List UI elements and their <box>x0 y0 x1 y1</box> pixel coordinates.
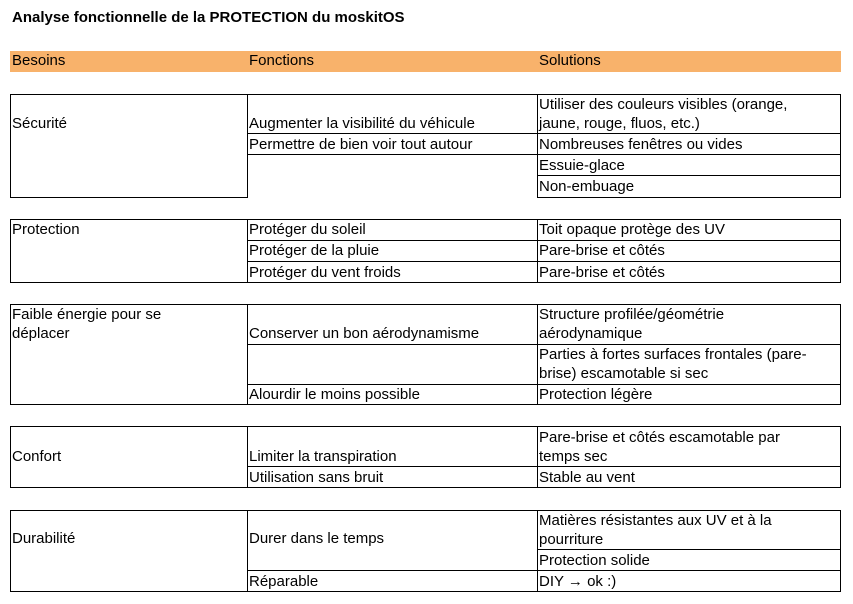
table-header <box>10 51 841 72</box>
besoin-label: Sécurité <box>12 115 68 132</box>
fonction-label: Utilisation sans bruit <box>249 469 384 486</box>
fonction-label: Réparable <box>249 573 319 590</box>
solution-line: Pare-brise et côtés escamotable par <box>539 429 780 446</box>
solution-line: aérodynamique <box>539 325 643 342</box>
solution-line: Pare-brise et côtés <box>539 264 665 281</box>
solution-line: Non-embuage <box>539 178 635 195</box>
solution-line: pourriture <box>539 531 604 548</box>
solution-line: Protection légère <box>539 386 653 403</box>
besoin-label: déplacer <box>12 325 70 342</box>
solution-line: Toit opaque protège des UV <box>539 221 725 238</box>
page-title: Analyse fonctionnelle de la PROTECTION du moskitOS <box>12 9 405 26</box>
solution-line: Nombreuses fenêtres ou vides <box>539 136 743 153</box>
besoin-label: Protection <box>12 221 80 238</box>
fonction-label: Protéger de la pluie <box>249 242 380 259</box>
solution-line: temps sec <box>539 448 608 465</box>
solution-line: Stable au vent <box>539 469 635 486</box>
solution-line: Utiliser des couleurs visibles (orange, <box>539 96 788 113</box>
solution-line: DIY → ok :) <box>539 573 617 590</box>
fonction-label: Protéger du soleil <box>249 221 366 238</box>
solution-line: brise) escamotable si sec <box>539 365 709 382</box>
besoin-label: Durabilité <box>12 530 76 547</box>
fonction-label: Limiter la transpiration <box>249 448 397 465</box>
fonction-label: Permettre de bien voir tout autour <box>249 136 473 153</box>
solution-line: Protection solide <box>539 552 650 569</box>
besoin-cell <box>10 94 248 198</box>
besoin-cell <box>10 510 248 592</box>
fonction-label: Protéger du vent froids <box>249 264 401 281</box>
solution-line: Parties à fortes surfaces frontales (pare- <box>539 346 807 363</box>
besoin-label: Confort <box>12 448 62 465</box>
fonction-label: Alourdir le moins possible <box>249 386 420 403</box>
solution-line: Pare-brise et côtés <box>539 242 665 259</box>
fonction-label: Conserver un bon aérodynamisme <box>249 325 480 342</box>
header-solutions: Solutions <box>539 52 601 69</box>
header-fonctions: Fonctions <box>249 52 315 69</box>
solution-line: Essuie-glace <box>539 157 625 174</box>
besoin-label: Faible énergie pour se <box>12 306 162 323</box>
header-besoins: Besoins <box>12 52 66 69</box>
fonction-label: Durer dans le temps <box>249 530 385 547</box>
solution-line: jaune, rouge, fluos, etc.) <box>539 115 700 132</box>
solution-line: Structure profilée/géométrie <box>539 306 725 323</box>
fonction-label: Augmenter la visibilité du véhicule <box>249 115 475 132</box>
solution-line: Matières résistantes aux UV et à la <box>539 512 772 529</box>
